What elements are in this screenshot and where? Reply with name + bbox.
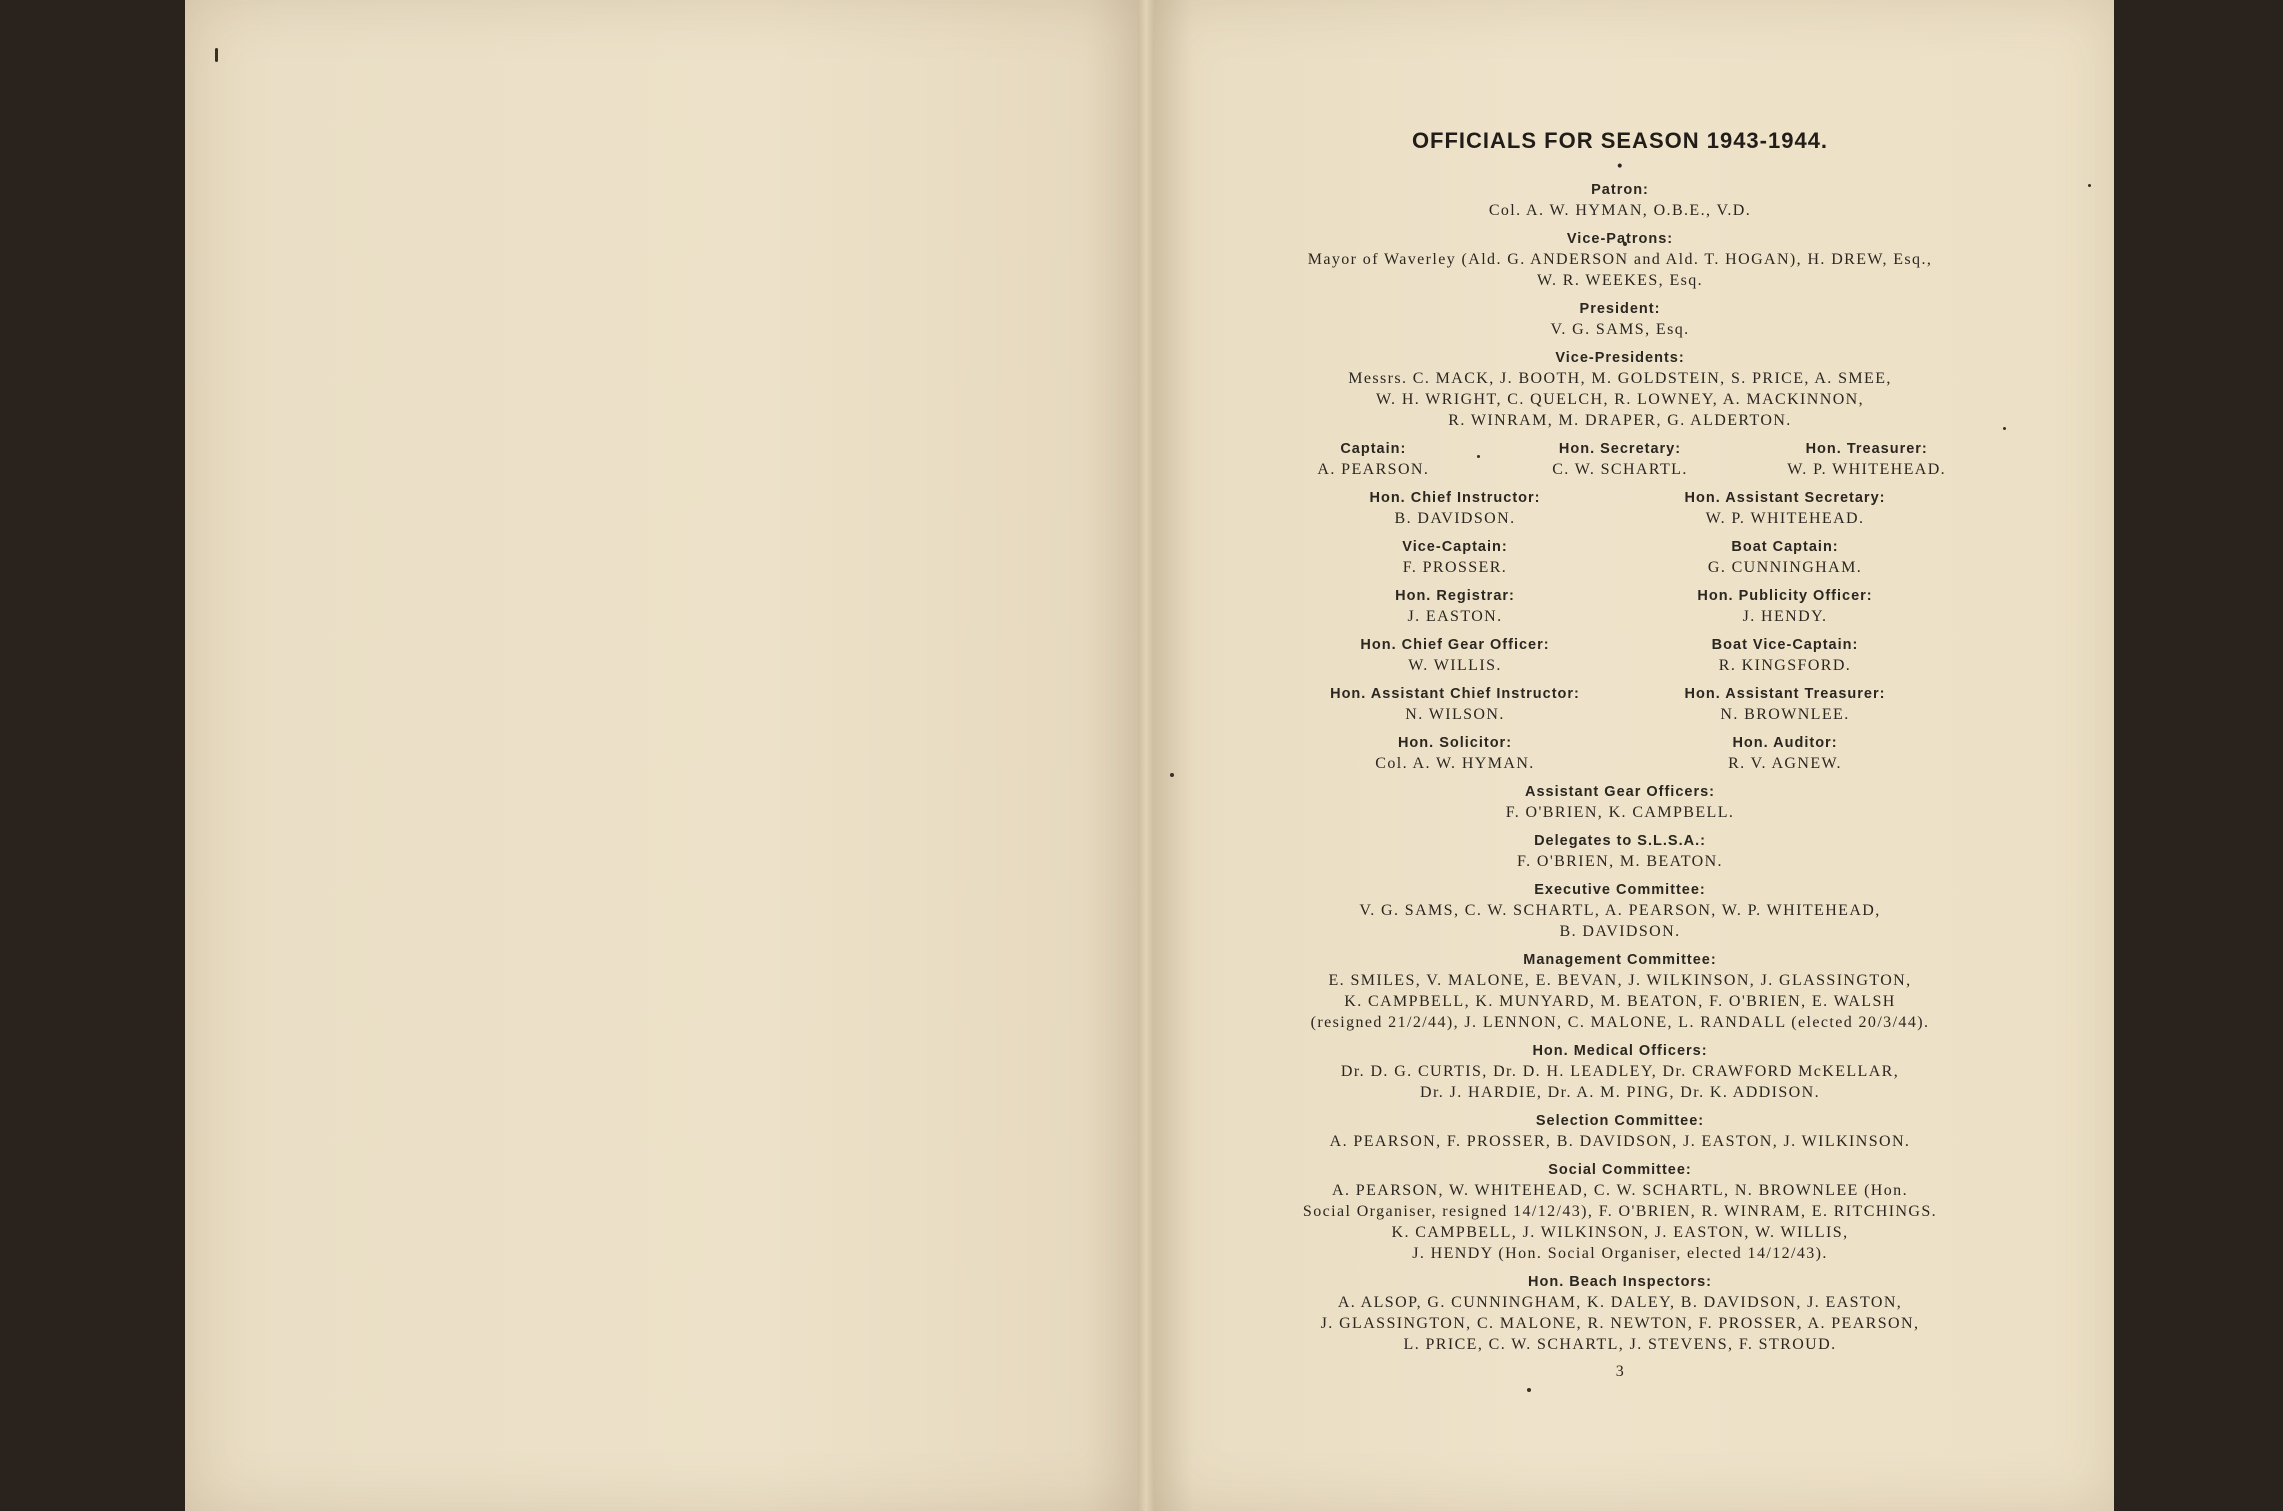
section-names: K. CAMPBELL, K. MUNYARD, M. BEATON, F. O'BRIEN, E. WALSH bbox=[1344, 993, 1896, 1010]
section-names: J. HENDY (Hon. Social Organiser, elected 14/12/43). bbox=[1412, 1245, 1828, 1262]
medical-officers-section bbox=[1250, 1041, 1990, 1103]
officer-name: R. KINGSFORD. bbox=[1718, 657, 1852, 674]
officer-cell bbox=[1290, 586, 1620, 627]
officer-pair-row bbox=[1250, 635, 1990, 676]
section-names: A. PEARSON, W. WHITEHEAD, C. W. SCHARTL, N. BROWNLEE (Hon. bbox=[1332, 1182, 1908, 1199]
section-names: (resigned 21/2/44), J. LENNON, C. MALONE, L. RANDALL (elected 20/3/44). bbox=[1310, 1014, 1930, 1031]
page-number: 3 bbox=[1615, 1363, 1625, 1380]
officer-heading: Hon. Assistant Chief Instructor: bbox=[1330, 686, 1580, 702]
paper-speck bbox=[1527, 1388, 1531, 1392]
officials-list bbox=[1250, 128, 1990, 1381]
officer-name: W. WILLIS. bbox=[1408, 657, 1502, 674]
book-gutter bbox=[1138, 0, 1154, 1511]
vice-presidents-section bbox=[1250, 348, 1990, 431]
paper-speck bbox=[215, 48, 218, 62]
management-committee-section bbox=[1250, 950, 1990, 1033]
officer-heading: Boat Vice-Captain: bbox=[1711, 637, 1859, 653]
officer-name: W. P. WHITEHEAD. bbox=[1787, 461, 1947, 478]
section-names: B. DAVIDSON. bbox=[1559, 923, 1681, 940]
section-names: F. O'BRIEN, M. BEATON. bbox=[1517, 853, 1723, 870]
officer-name: B. DAVIDSON. bbox=[1394, 510, 1516, 527]
section-names: K. CAMPBELL, J. WILKINSON, J. EASTON, W. WILLIS, bbox=[1391, 1224, 1849, 1241]
paper-speck bbox=[2088, 184, 2091, 187]
section-heading: Vice-Patrons: bbox=[1566, 231, 1674, 247]
section-names: F. O'BRIEN, K. CAMPBELL. bbox=[1505, 804, 1735, 821]
officer-name: J. EASTON. bbox=[1407, 608, 1503, 625]
beach-inspectors-section bbox=[1250, 1272, 1990, 1355]
section-heading: Hon. Beach Inspectors: bbox=[1528, 1274, 1712, 1290]
section-heading: Executive Committee: bbox=[1534, 882, 1706, 898]
officer-cell bbox=[1620, 733, 1950, 774]
officer-pair-row bbox=[1250, 586, 1990, 627]
officer-cell bbox=[1743, 439, 1990, 480]
officer-heading: Hon. Treasurer: bbox=[1805, 441, 1928, 457]
delegates-section bbox=[1250, 831, 1990, 872]
officer-heading: Hon. Secretary: bbox=[1558, 441, 1682, 457]
officer-name: A. PEARSON. bbox=[1317, 461, 1430, 478]
officers-row bbox=[1250, 439, 1990, 480]
patron-section bbox=[1250, 180, 1990, 221]
officer-cell bbox=[1290, 684, 1620, 725]
section-heading: Management Committee: bbox=[1523, 952, 1717, 968]
section-names: Dr. J. HARDIE, Dr. A. M. PING, Dr. K. ADDISON. bbox=[1420, 1084, 1820, 1101]
officer-name: G. CUNNINGHAM. bbox=[1707, 559, 1863, 576]
section-names: W. H. WRIGHT, C. QUELCH, R. LOWNEY, A. MACKINNON, bbox=[1376, 391, 1864, 408]
section-heading: Assistant Gear Officers: bbox=[1524, 784, 1715, 800]
officer-cell bbox=[1250, 439, 1497, 480]
social-committee-section bbox=[1250, 1160, 1990, 1264]
left-blank-page bbox=[185, 0, 1142, 1511]
officer-cell bbox=[1620, 488, 1950, 529]
executive-committee-section bbox=[1250, 880, 1990, 942]
officer-heading: Vice-Captain: bbox=[1402, 539, 1508, 555]
section-names: Dr. D. G. CURTIS, Dr. D. H. LEADLEY, Dr. CRAWFORD McKELLAR, bbox=[1340, 1063, 1900, 1080]
officer-name: J. HENDY. bbox=[1742, 608, 1828, 625]
officer-heading: Hon. Assistant Treasurer: bbox=[1684, 686, 1886, 702]
paper-speck bbox=[1170, 773, 1174, 777]
section-names: V. G. SAMS, Esq. bbox=[1550, 321, 1690, 338]
section-names: J. GLASSINGTON, C. MALONE, R. NEWTON, F. PROSSER, A. PEARSON, bbox=[1320, 1315, 1920, 1332]
officer-heading: Captain: bbox=[1340, 441, 1407, 457]
officer-cell bbox=[1290, 635, 1620, 676]
section-heading: Vice-Presidents: bbox=[1555, 350, 1685, 366]
officer-pair-row bbox=[1250, 537, 1990, 578]
officer-heading: Hon. Solicitor: bbox=[1397, 735, 1513, 751]
section-heading: Patron: bbox=[1591, 182, 1649, 198]
officer-cell bbox=[1620, 684, 1950, 725]
officer-heading: Hon. Publicity Officer: bbox=[1697, 588, 1873, 604]
officer-name: N. WILSON. bbox=[1405, 706, 1505, 723]
section-names: L. PRICE, C. W. SCHARTL, J. STEVENS, F. STROUD. bbox=[1403, 1336, 1837, 1353]
section-heading: Selection Committee: bbox=[1535, 1113, 1705, 1129]
section-names: R. WINRAM, M. DRAPER, G. ALDERTON. bbox=[1448, 412, 1792, 429]
bullet-ornament: • bbox=[1615, 159, 1625, 175]
section-heading: President: bbox=[1579, 301, 1661, 317]
officer-pair-row bbox=[1250, 733, 1990, 774]
officer-heading: Boat Captain: bbox=[1731, 539, 1839, 555]
assistant-gear-section bbox=[1250, 782, 1990, 823]
section-names: Social Organiser, resigned 14/12/43), F. O'BRIEN, R. WINRAM, E. RITCHINGS. bbox=[1302, 1203, 1938, 1220]
section-names: A. PEARSON, F. PROSSER, B. DAVIDSON, J. EASTON, J. WILKINSON. bbox=[1329, 1133, 1911, 1150]
section-heading: Hon. Medical Officers: bbox=[1532, 1043, 1708, 1059]
officer-name: N. BROWNLEE. bbox=[1720, 706, 1850, 723]
officer-heading: Hon. Chief Instructor: bbox=[1369, 490, 1541, 506]
officer-cell bbox=[1620, 586, 1950, 627]
section-names: Messrs. C. MACK, J. BOOTH, M. GOLDSTEIN, S. PRICE, A. SMEE, bbox=[1348, 370, 1892, 387]
section-heading: Social Committee: bbox=[1548, 1162, 1692, 1178]
officer-name: R. V. AGNEW. bbox=[1728, 755, 1842, 772]
officer-name: W. P. WHITEHEAD. bbox=[1705, 510, 1865, 527]
officer-pair-row bbox=[1250, 488, 1990, 529]
officer-cell bbox=[1620, 537, 1950, 578]
section-names: V. G. SAMS, C. W. SCHARTL, A. PEARSON, W. P. WHITEHEAD, bbox=[1359, 902, 1881, 919]
officer-heading: Hon. Assistant Secretary: bbox=[1684, 490, 1886, 506]
officer-name: C. W. SCHARTL. bbox=[1552, 461, 1688, 478]
page-title: OFFICIALS FOR SEASON 1943-1944. bbox=[1411, 128, 1829, 153]
president-section bbox=[1250, 299, 1990, 340]
officer-name: Col. A. W. HYMAN. bbox=[1375, 755, 1535, 772]
officer-pair-row bbox=[1250, 684, 1990, 725]
officer-heading: Hon. Chief Gear Officer: bbox=[1360, 637, 1550, 653]
section-names: E. SMILES, V. MALONE, E. BEVAN, J. WILKINSON, J. GLASSINGTON, bbox=[1328, 972, 1912, 989]
officer-heading: Hon. Auditor: bbox=[1732, 735, 1838, 751]
officer-name: F. PROSSER. bbox=[1402, 559, 1508, 576]
section-names: W. R. WEEKES, Esq. bbox=[1536, 272, 1704, 289]
paper-speck bbox=[2003, 427, 2006, 430]
section-heading: Delegates to S.L.S.A.: bbox=[1534, 833, 1706, 849]
section-names: Col. A. W. HYMAN, O.B.E., V.D. bbox=[1488, 202, 1752, 219]
officer-cell bbox=[1620, 635, 1950, 676]
officer-cell bbox=[1290, 488, 1620, 529]
vice-patrons-section bbox=[1250, 229, 1990, 291]
section-names: A. ALSOP, G. CUNNINGHAM, K. DALEY, B. DAVIDSON, J. EASTON, bbox=[1337, 1294, 1903, 1311]
officer-cell bbox=[1497, 439, 1744, 480]
selection-committee-section bbox=[1250, 1111, 1990, 1152]
officer-cell bbox=[1290, 733, 1620, 774]
officer-cell bbox=[1290, 537, 1620, 578]
officer-heading: Hon. Registrar: bbox=[1395, 588, 1515, 604]
section-names: Mayor of Waverley (Ald. G. ANDERSON and Ald. T. HOGAN), H. DREW, Esq., bbox=[1307, 251, 1933, 268]
